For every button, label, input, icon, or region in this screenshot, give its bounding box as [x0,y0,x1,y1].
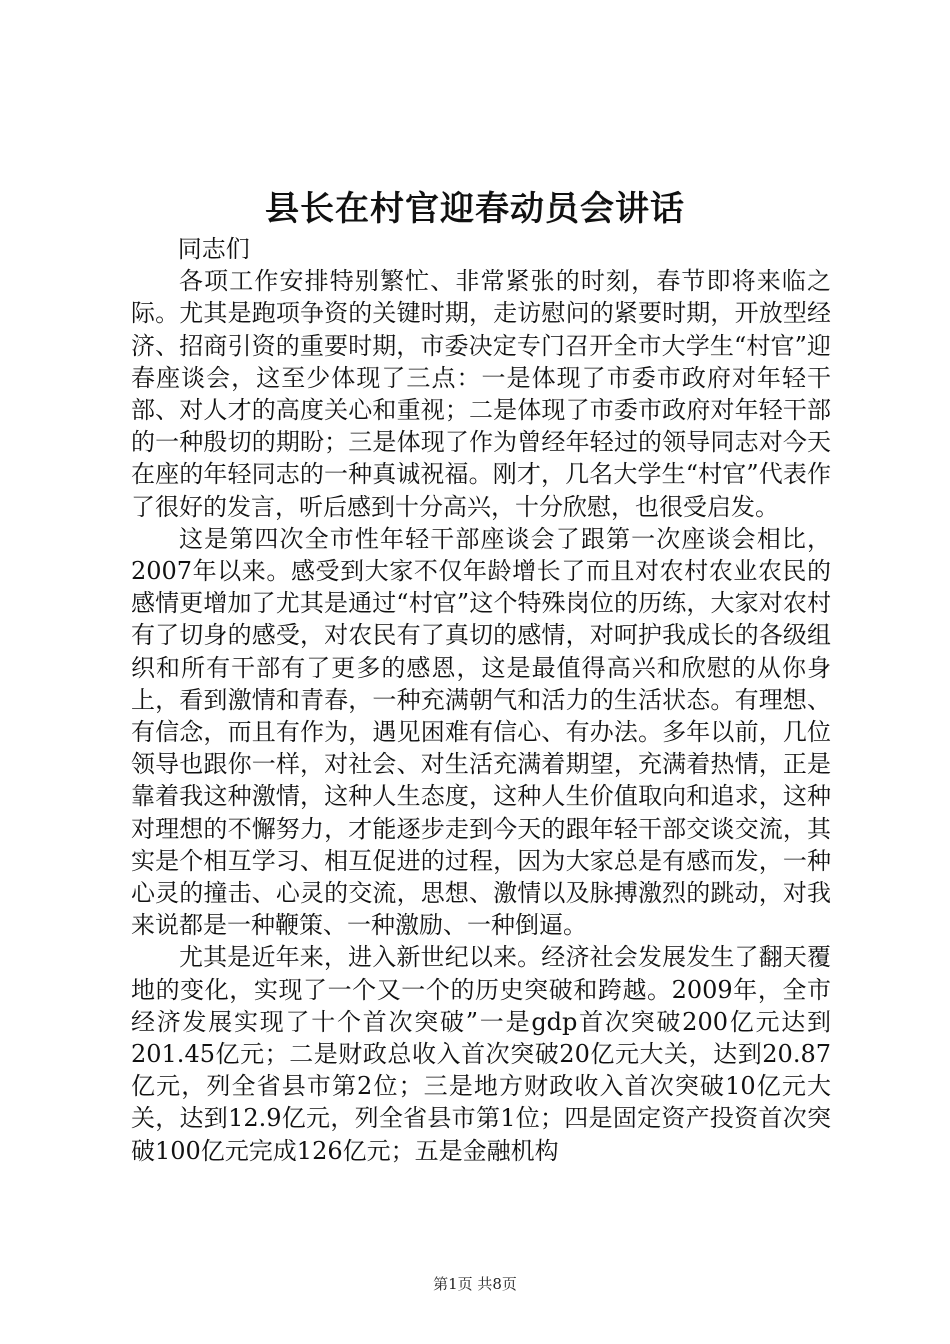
paragraph-3: 尤其是近年来，进入新世纪以来。经济社会发展发生了翻天覆地的变化，实现了一个又一个的历史突破和跨越。2009年，全市经济发展实现了十个首次突破”一是gdp首次突破200亿元达到201.45亿元；二是财政总收入首次突破20亿元大关，达到20.87亿元，列全省县市第2位；三是地方财政收入首次突破10亿元大关，达到12.9亿元，列全省县市第1位；四是固定资产投资首次突破100亿元完成126亿元；五是金融机构 [131,943,831,1165]
document-body [131,233,831,1167]
document-title: 县长在村官迎春动员会讲话 [265,189,685,229]
salutation: 同志们 [177,235,250,263]
paragraph-2: 这是第四次全市性年轻干部座谈会了跟第一次座谈会相比，2007年以来。感受到大家不仅年龄增长了而且对农村农业农民的感情更增加了尤其是通过“村官”这个特殊岗位的历练，大家对农村有了切身的感受，对农民有了真切的感情，对呵护我成长的各级组织和所有干部有了更多的感恩，这是最值得高兴和欣慰的从你身上，看到激情和青春，一种充满朝气和活力的生活状态。有理想、有信念，而且有作为，遇见困难有信心、有办法。多年以前，几位领导也跟你一样，对社会、对生活充满着期望，充满着热情，正是靠着我这种激情，这种人生态度，这种人生价值取向和追求，这种对理想的不懈努力，才能逐步走到今天的跟年轻干部交谈交流，其实是个相互学习、相互促进的过程，因为大家总是有感而发，一种心灵的撞击、心灵的交流，思想、激情以及脉搏激烈的跳动，对我来说都是一种鞭策、一种激励、一种倒逼。 [131,524,831,940]
paragraph-1: 各项工作安排特别繁忙、非常紧张的时刻，春节即将来临之际。尤其是跑项争资的关键时期，走访慰问的紧要时期，开放型经济、招商引资的重要时期，市委决定专门召开全市大学生“村官”迎春座谈会，这至少体现了三点：一是体现了市委市政府对年轻干部、对人才的高度关心和重视；二是体现了市委市政府对年轻干部的一种殷切的期盼；三是体现了作为曾经年轻过的领导同志对今天在座的年轻同志的一种真诚祝福。刚才，几名大学生“村官”代表作了很好的发言，听后感到十分高兴，十分欣慰，也很受启发。 [131,267,831,521]
page-number-footer: 第1页 共8页 [433,1275,517,1293]
